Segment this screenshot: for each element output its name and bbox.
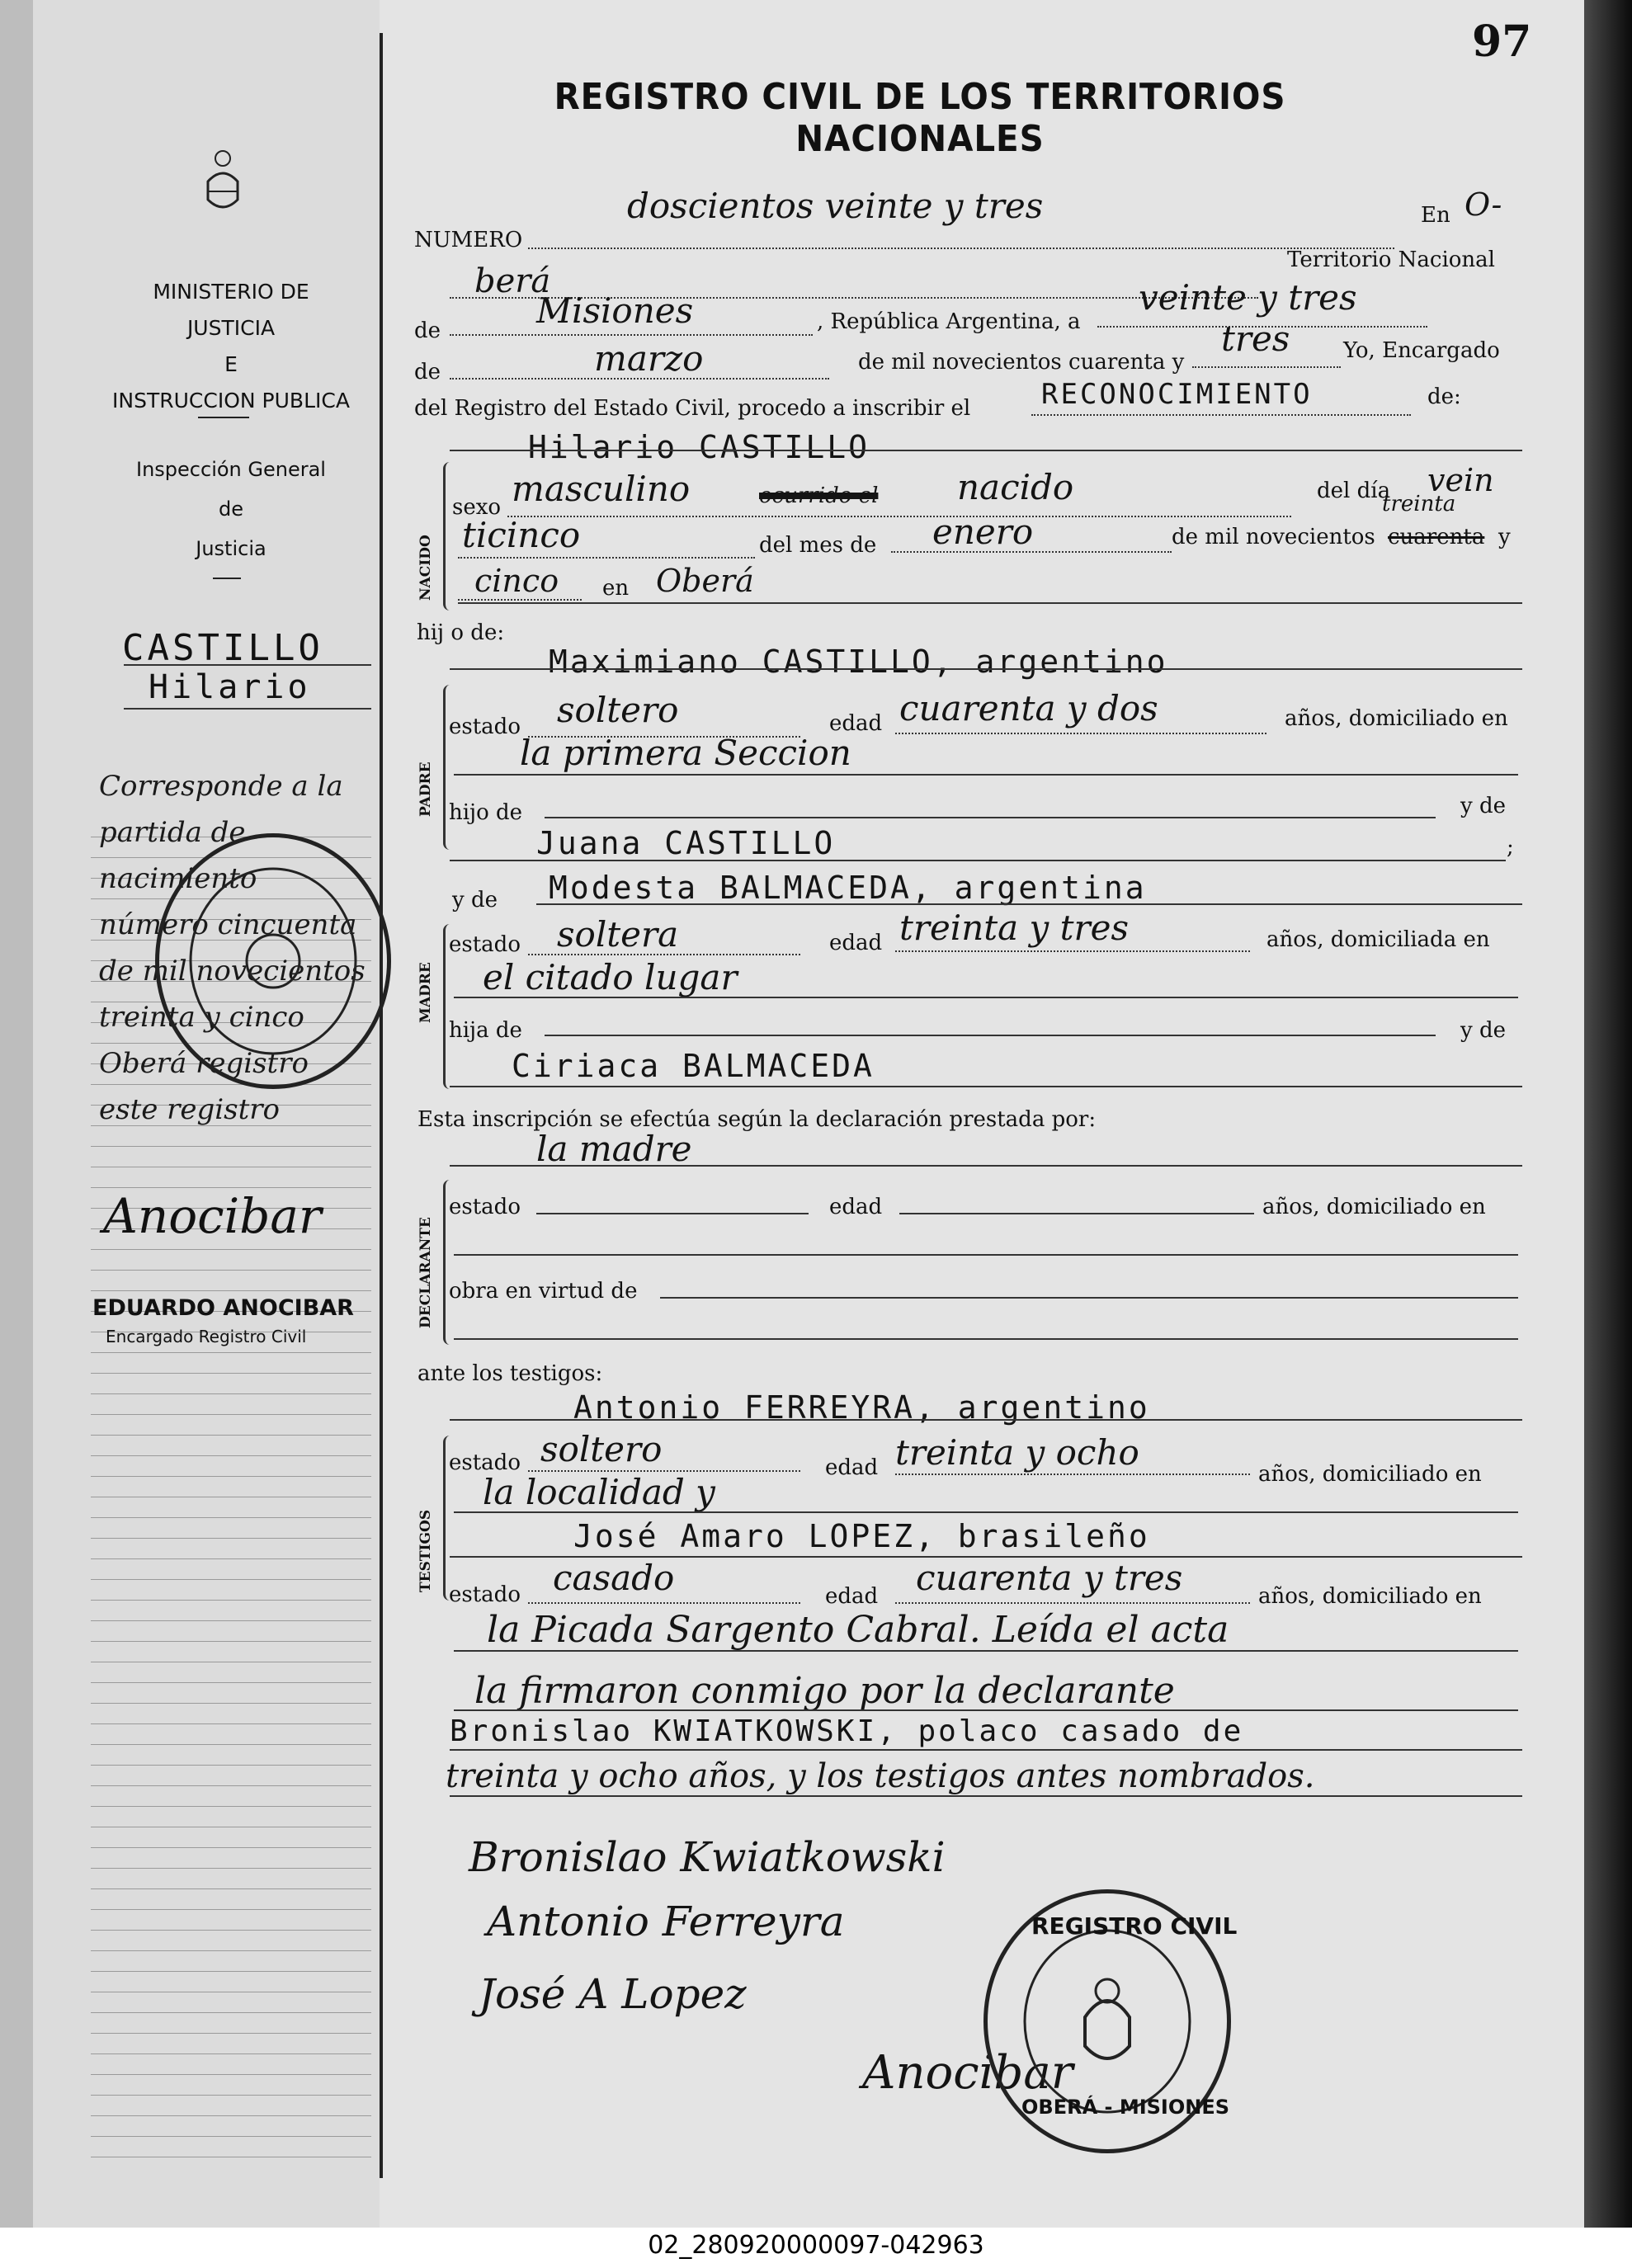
closing-line-4-rule xyxy=(450,1795,1522,1797)
en-label: En xyxy=(1421,203,1450,228)
madre-edad-line xyxy=(895,950,1250,952)
closing-line-4: treinta y ocho años, y los testigos antes nombrados. xyxy=(446,1757,1315,1795)
anio-nac-line xyxy=(458,599,582,601)
territorio-value: Misiones xyxy=(536,290,694,331)
t2-estado-line xyxy=(528,1602,800,1604)
margin-registry-stamp xyxy=(155,833,391,1089)
anio-value: tres xyxy=(1221,318,1290,359)
testigo1-line xyxy=(450,1419,1522,1421)
testigos-side-label: TESTIGOS xyxy=(417,1509,434,1592)
yo-label: Yo, Encargado xyxy=(1343,338,1500,363)
page-title: REGISTRO CIVIL DE LOS TERRITORIOS NACIONALES xyxy=(554,76,1286,160)
closing-line-2: la firmaron conmigo por la declarante xyxy=(474,1670,1175,1712)
de-label-2: de xyxy=(414,360,441,384)
decl-estado-line xyxy=(536,1213,809,1214)
t2-edad-label: edad xyxy=(825,1584,879,1609)
mes-value: marzo xyxy=(594,338,704,379)
t1-edad: treinta y ocho xyxy=(895,1432,1139,1473)
signature-testigo2: José A Lopez xyxy=(479,1970,747,2018)
anios-domiciliado-label: años, domiciliado en xyxy=(1285,706,1508,731)
margin-underline xyxy=(124,708,371,710)
de-colon-label: de: xyxy=(1427,384,1461,409)
testigo1-name: Antonio FERREYRA, argentino xyxy=(573,1389,1150,1426)
abuela-materna-line xyxy=(450,1086,1522,1087)
closing-line-3-rule xyxy=(450,1749,1522,1751)
officer-title: Encargado Registro Civil xyxy=(106,1327,307,1346)
mes-nac-line xyxy=(891,551,1172,553)
madre-estado: soltera xyxy=(557,914,679,955)
t1-edad-label: edad xyxy=(825,1455,879,1480)
yde2-label: y de xyxy=(1460,1018,1506,1043)
nacido-brace xyxy=(443,462,457,611)
decl-edad-label: edad xyxy=(829,1195,883,1219)
stamp-bottom-text: OBERÁ - MISIONES xyxy=(1021,2096,1230,2119)
struck-text: ocurrido el xyxy=(759,483,879,508)
signature-declarante: Bronislao Kwiatkowski xyxy=(469,1833,946,1881)
en-value: O- xyxy=(1465,186,1502,223)
closing-line-2-rule xyxy=(454,1709,1518,1711)
signature-encargado: Anocibar xyxy=(862,2046,1073,2100)
separator xyxy=(213,578,241,579)
nacido-side-label: NACIDO xyxy=(417,535,434,601)
person-name: Hilario CASTILLO xyxy=(528,429,870,465)
declarante-side-label: DECLARANTE xyxy=(417,1217,434,1328)
madre-estado-line xyxy=(528,954,800,955)
obra-line xyxy=(660,1297,1518,1299)
padre-name: Maximiano CASTILLO, argentino xyxy=(549,644,1168,680)
madre-domicilio-line xyxy=(454,997,1518,998)
dia-nac-value: vein xyxy=(1427,462,1494,498)
testigos-label: ante los testigos: xyxy=(417,1361,603,1386)
edad-label: edad xyxy=(829,711,883,736)
padre-line xyxy=(450,668,1522,670)
padre-domicilio: la primera Seccion xyxy=(520,733,851,773)
t1-domicilio-line xyxy=(454,1511,1518,1513)
dia-nac-line xyxy=(458,557,755,559)
anios-domiciliada-label: años, domiciliada en xyxy=(1266,927,1490,952)
column-divider xyxy=(380,33,383,2178)
sexo-line xyxy=(507,516,1291,517)
abuela-paterna-line xyxy=(450,860,1506,861)
republica-label: , República Argentina, a xyxy=(817,309,1081,334)
closing-line-1: la Picada Sargento Cabral. Leída el acta xyxy=(487,1609,1229,1651)
page-number: 97 xyxy=(1472,17,1532,67)
estado-label-madre: estado xyxy=(449,932,521,957)
milnov-label: de mil novecientos xyxy=(1172,525,1375,549)
padre-edad-line xyxy=(895,733,1266,734)
madre-edad: treinta y tres xyxy=(899,908,1130,948)
t2-edad: cuarenta y tres xyxy=(916,1558,1183,1598)
t2-edad-line xyxy=(895,1602,1250,1604)
inspection-line2: de xyxy=(219,497,243,521)
territorio-value-line xyxy=(450,334,813,336)
declarante-line xyxy=(450,1165,1522,1167)
inspection-heading xyxy=(124,450,338,568)
separator xyxy=(198,417,249,418)
decl-edad-line xyxy=(899,1213,1254,1214)
inspection-line1: Inspección General xyxy=(136,458,326,481)
margin-given-name: Hilario xyxy=(149,668,311,706)
lugar-value: Oberá xyxy=(656,563,754,599)
ministry-line1: MINISTERIO DE JUSTICIA xyxy=(153,280,309,340)
hija-line xyxy=(545,1035,1436,1036)
ministry-line3: INSTRUCCION PUBLICA xyxy=(112,389,350,413)
obra-label: obra en virtud de xyxy=(449,1279,638,1304)
anio-line xyxy=(1192,366,1341,368)
t2-estado-label: estado xyxy=(449,1582,521,1607)
obra-line-2 xyxy=(454,1338,1518,1340)
book-spine xyxy=(0,0,35,2228)
padre-edad: cuarenta y dos xyxy=(899,688,1158,728)
en2-label: en xyxy=(602,576,630,601)
margin-underline xyxy=(124,664,371,666)
treinta-value: treinta xyxy=(1382,492,1456,516)
madre-name: Modesta BALMACEDA, argentina xyxy=(549,870,1147,906)
madre-domicilio: el citado lugar xyxy=(483,957,738,997)
t1-estado-label: estado xyxy=(449,1450,521,1475)
page-edge xyxy=(1584,0,1632,2268)
closing-line-1-rule xyxy=(454,1650,1518,1652)
declarante-value: la madre xyxy=(536,1129,692,1169)
hijode-label: hijo de xyxy=(449,800,523,825)
sexo-label: sexo xyxy=(452,495,502,520)
inspection-line3: Justicia xyxy=(196,537,266,560)
t1-edad-line xyxy=(895,1473,1250,1475)
territorio-label: Territorio Nacional xyxy=(1287,248,1495,272)
stamp-ring-icon xyxy=(159,837,387,1085)
decl-estado-label: estado xyxy=(449,1195,521,1219)
mes-nac-value: enero xyxy=(932,512,1034,552)
y-label: y xyxy=(1498,525,1511,549)
t1-estado: soltero xyxy=(540,1429,663,1469)
sexo-value: masculino xyxy=(512,469,691,509)
ministry-heading xyxy=(107,274,355,419)
dia-nac-value-cont: ticinco xyxy=(462,515,581,555)
t1-anios-label: años, domiciliado en xyxy=(1258,1462,1482,1487)
delmes-label: del mes de xyxy=(759,533,877,558)
decl-anios-label: años, domiciliado en xyxy=(1262,1195,1486,1219)
yde-label: y de xyxy=(452,888,498,912)
image-caption: 02_280920000097-042963 xyxy=(648,2231,984,2260)
estado-label: estado xyxy=(449,714,521,739)
acto-value: RECONOCIMIENTO xyxy=(1041,378,1313,411)
edad-label-madre: edad xyxy=(829,931,883,955)
t2-estado: casado xyxy=(553,1558,675,1598)
signature-testigo1: Antonio Ferreyra xyxy=(487,1898,845,1945)
acto-line xyxy=(1031,414,1411,416)
testigo2-name: José Amaro LOPEZ, brasileño xyxy=(573,1518,1150,1554)
anio-label: de mil novecientos cuarenta y xyxy=(858,350,1185,375)
de-label: de xyxy=(414,318,441,343)
abuela-materna: Ciriaca BALMACEDA xyxy=(512,1048,875,1084)
madre-side-label: MADRE xyxy=(417,962,434,1023)
coat-of-arms-icon xyxy=(205,149,241,215)
bera-value: berá xyxy=(474,262,551,300)
margin-surname: CASTILLO xyxy=(122,627,323,669)
numero-value: doscientos veinte y tres xyxy=(627,186,1044,226)
inscripcion-label: Esta inscripción se efectúa según la declaración prestada por: xyxy=(417,1107,1097,1132)
padre-brace xyxy=(443,685,457,850)
padre-estado: soltero xyxy=(557,690,679,730)
lugar-line xyxy=(458,602,1522,604)
officer-name: EDUARDO ANOCIBAR xyxy=(92,1295,354,1321)
nacido-value: nacido xyxy=(957,467,1074,507)
margin-annotation: Corresponde a la partida de nacimiento número cincuenta de mil novecientos treinta y cinco Oberá registro este registro xyxy=(99,770,366,1126)
t1-domicilio: la localidad y xyxy=(483,1472,715,1512)
ministry-line2: E xyxy=(224,352,238,376)
stamp-top-text: REGISTRO CIVIL xyxy=(1031,1912,1238,1940)
person-line xyxy=(450,450,1522,451)
mes-line xyxy=(450,378,829,380)
decl-domicilio-line xyxy=(454,1254,1518,1256)
registro-label: del Registro del Estado Civil, procedo a inscribir el xyxy=(414,396,971,421)
deldia-label: del día xyxy=(1317,479,1391,503)
numero-field-line xyxy=(528,248,1394,249)
numero-label: NUMERO xyxy=(414,228,523,252)
t2-anios-label: años, domiciliado en xyxy=(1258,1584,1482,1609)
ydel-label: y de xyxy=(1460,794,1506,818)
semicolon: ; xyxy=(1507,835,1514,860)
dia-value: veinte y tres xyxy=(1139,277,1357,318)
hijo-de-label: hij o de: xyxy=(417,620,505,645)
padre-side-label: PADRE xyxy=(417,762,434,817)
madre-line xyxy=(536,903,1522,905)
abuela-paterna: Juana CASTILLO xyxy=(536,825,836,861)
padre-domicilio-line xyxy=(454,774,1518,776)
struck-cuarenta: cuarenta xyxy=(1388,525,1485,549)
hija-label: hija de xyxy=(449,1018,522,1043)
closing-line-3: Bronislao KWIATKOWSKI, polaco casado de xyxy=(450,1714,1244,1748)
margin-signature: Anocibar xyxy=(103,1188,322,1244)
hijode-line xyxy=(545,817,1436,818)
anio-nac-value: cinco xyxy=(474,563,559,599)
